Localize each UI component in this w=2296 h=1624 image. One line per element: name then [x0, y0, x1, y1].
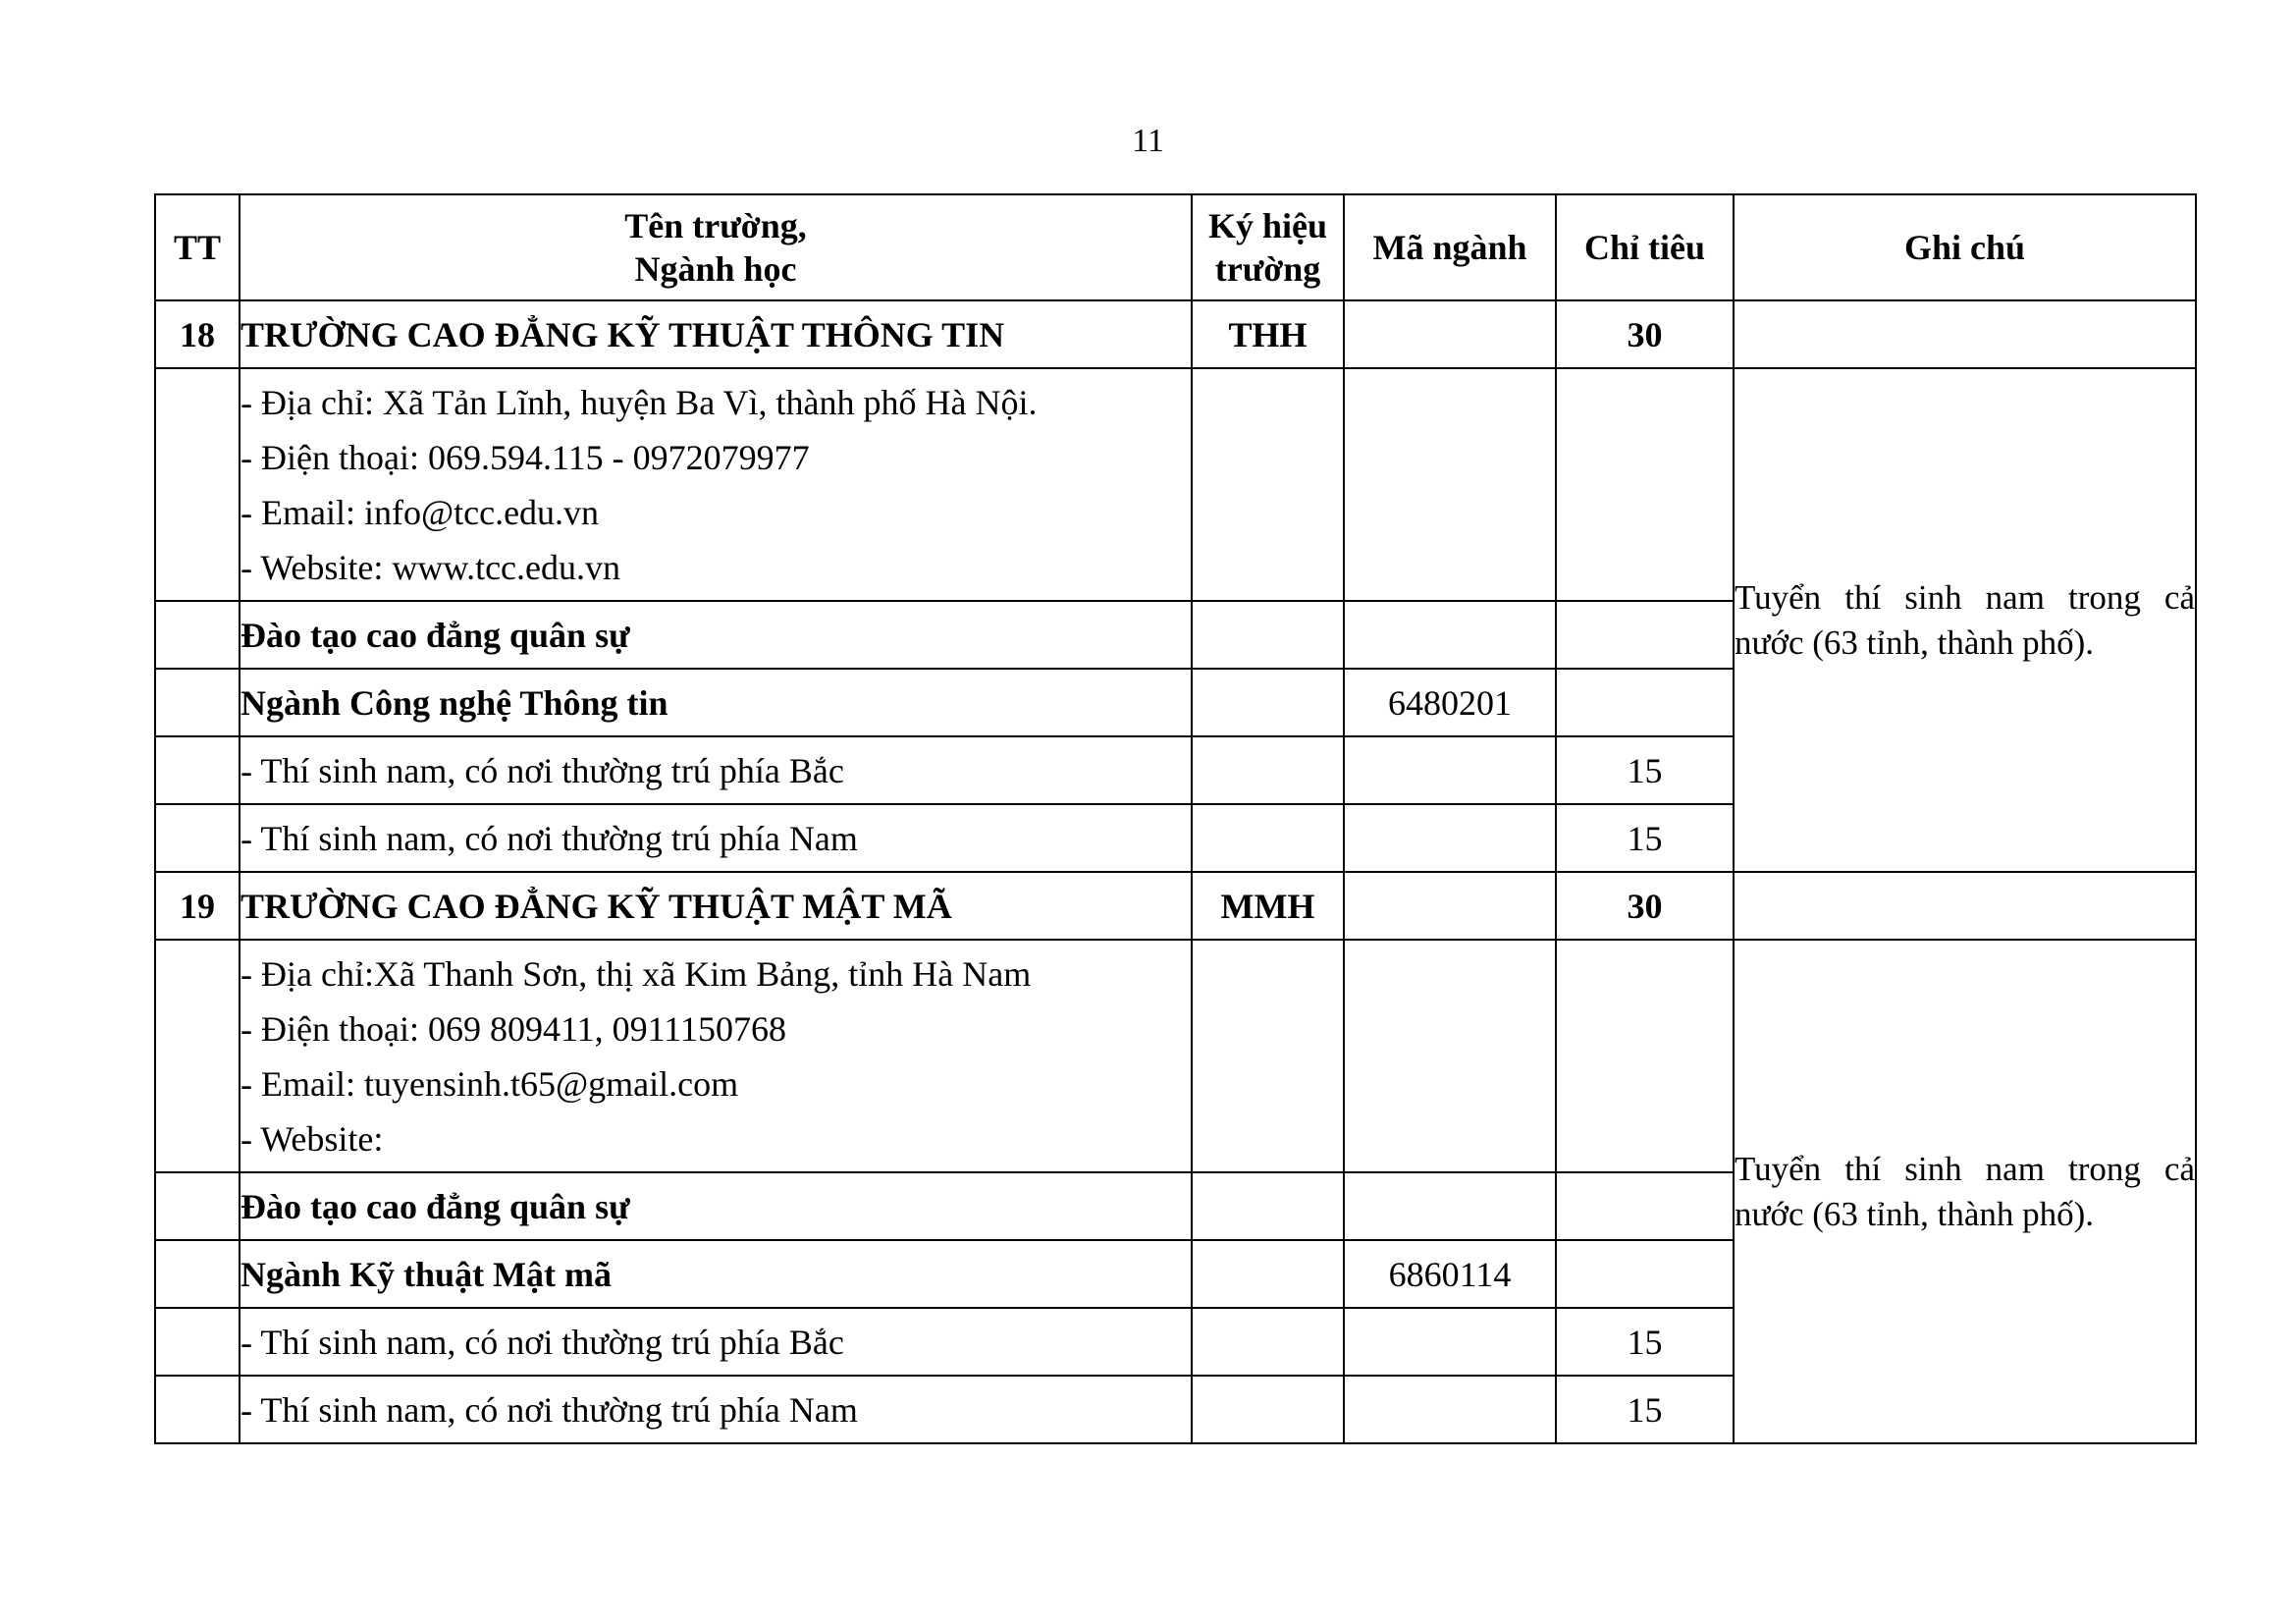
school-email: - Email: info@tcc.edu.vn [240, 492, 600, 532]
school-phone: - Điện thoại: 069.594.115 - 0972079977 [240, 437, 810, 477]
empty-cell [1192, 1376, 1344, 1443]
empty-cell [155, 1376, 240, 1443]
program-type: Đào tạo cao đẳng quân sự [240, 601, 1192, 669]
school-note: Tuyển thí sinh nam trong cả nước (63 tỉnh, thành phố). [1734, 940, 2196, 1443]
empty-cell [1192, 736, 1344, 804]
school-quota: 30 [1556, 300, 1734, 368]
program-type: Đào tạo cao đẳng quân sự [240, 1172, 1192, 1240]
school-number: 19 [155, 872, 240, 940]
table-row-info [155, 368, 2196, 601]
quota-label-north: - Thí sinh nam, có nơi thường trú phía Bắc [240, 736, 1192, 804]
quota-label-north: - Thí sinh nam, có nơi thường trú phía Bắc [240, 1308, 1192, 1376]
school-address: - Địa chỉ: Xã Tản Lĩnh, huyện Ba Vì, thành phố Hà Nội. [240, 382, 1038, 422]
major-name: Ngành Kỹ thuật Mật mã [240, 1240, 1192, 1308]
school-name: TRƯỜNG CAO ĐẲNG KỸ THUẬT THÔNG TIN [240, 314, 1005, 354]
empty-cell [155, 804, 240, 872]
header-quota: Chỉ tiêu [1556, 194, 1734, 300]
empty-cell [1556, 669, 1734, 736]
empty-cell [1344, 940, 1556, 1172]
header-symbol-line1: Ký hiệu [1207, 206, 1328, 245]
header-school-symbol [1192, 194, 1344, 300]
school-email: - Email: tuyensinh.t65@gmail.com [240, 1063, 739, 1104]
school-symbol: THH [1192, 300, 1344, 368]
major-name: Ngành Công nghệ Thông tin [240, 669, 1192, 736]
empty-cell [1192, 669, 1344, 736]
empty-cell [1192, 1308, 1344, 1376]
school-quota: 30 [1556, 872, 1734, 940]
admissions-table [154, 193, 2197, 1444]
major-code: 6480201 [1344, 669, 1556, 736]
page-number: 11 [1132, 123, 1164, 159]
empty-cell [1192, 1172, 1344, 1240]
header-school-major [240, 194, 1192, 300]
empty-cell [155, 1172, 240, 1240]
empty-cell [1344, 1308, 1556, 1376]
empty-cell [1344, 1376, 1556, 1443]
school-website: - Website: www.tcc.edu.vn [240, 547, 620, 587]
school-name: TRƯỜNG CAO ĐẲNG KỸ THUẬT MẬT MÃ [240, 886, 952, 926]
empty-cell [155, 1308, 240, 1376]
empty-cell [1344, 1172, 1556, 1240]
school-symbol: MMH [1192, 872, 1344, 940]
empty-cell [1192, 940, 1344, 1172]
empty-cell [155, 669, 240, 736]
empty-cell [1344, 368, 1556, 601]
header-school-line: Tên trường, [624, 206, 807, 245]
school-phone: - Điện thoại: 069 809411, 0911150768 [240, 1008, 786, 1049]
header-note: Ghi chú [1734, 194, 2196, 300]
header-symbol-line2: trường [1214, 249, 1321, 289]
school-contact-info [240, 940, 1192, 1172]
school-address: - Địa chỉ:Xã Thanh Sơn, thị xã Kim Bảng, tỉnh Hà Nam [240, 953, 1032, 994]
quota-value-north: 15 [1556, 736, 1734, 804]
empty-cell [1344, 872, 1556, 940]
quota-value-south: 15 [1556, 1376, 1734, 1443]
empty-cell [1344, 804, 1556, 872]
school-contact-info [240, 368, 1192, 601]
empty-cell [1192, 804, 1344, 872]
table-row-info [155, 940, 2196, 1172]
quota-label-south: - Thí sinh nam, có nơi thường trú phía Nam [240, 1376, 1192, 1443]
empty-cell [1556, 368, 1734, 601]
quota-value-south: 15 [1556, 804, 1734, 872]
empty-cell [155, 1240, 240, 1308]
quota-label-south: - Thí sinh nam, có nơi thường trú phía Nam [240, 804, 1192, 872]
major-code: 6860114 [1344, 1240, 1556, 1308]
school-website: - Website: [240, 1118, 384, 1159]
empty-cell [1556, 1172, 1734, 1240]
header-major-line: Ngành học [634, 249, 797, 289]
header-tt: TT [155, 194, 240, 300]
header-major-code: Mã ngành [1344, 194, 1556, 300]
empty-cell [1344, 300, 1556, 368]
empty-cell [1556, 601, 1734, 669]
empty-cell [1192, 1240, 1344, 1308]
empty-cell [155, 940, 240, 1172]
empty-cell [1734, 300, 2196, 368]
empty-cell [1556, 940, 1734, 1172]
table-header-row [155, 194, 2196, 300]
empty-cell [155, 736, 240, 804]
empty-cell [1344, 736, 1556, 804]
table-row-school [155, 872, 2196, 940]
table-row-school [155, 300, 2196, 368]
school-note: Tuyển thí sinh nam trong cả nước (63 tỉnh, thành phố). [1734, 368, 2196, 872]
empty-cell [1344, 601, 1556, 669]
empty-cell [1556, 1240, 1734, 1308]
empty-cell [1192, 368, 1344, 601]
quota-value-north: 15 [1556, 1308, 1734, 1376]
empty-cell [155, 601, 240, 669]
empty-cell [155, 368, 240, 601]
empty-cell [1734, 872, 2196, 940]
school-number: 18 [155, 300, 240, 368]
empty-cell [1192, 601, 1344, 669]
